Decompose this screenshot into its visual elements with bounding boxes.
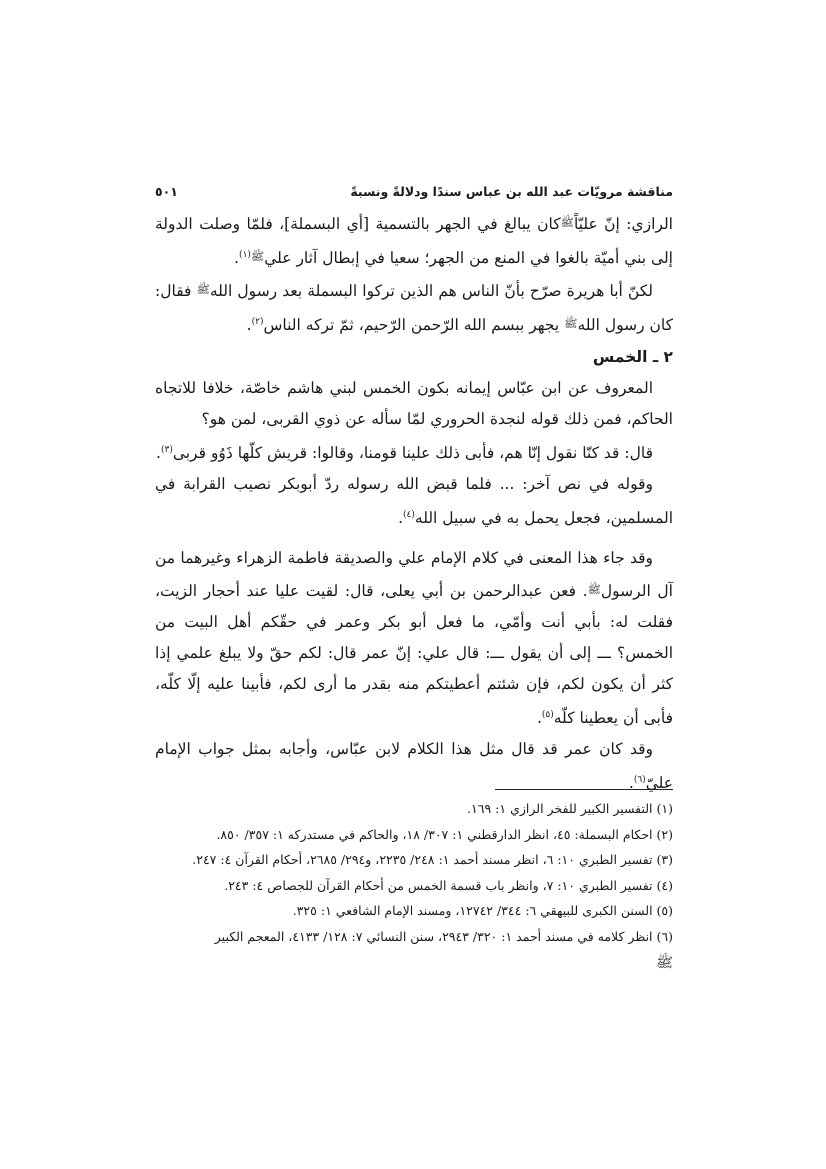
footnote-ref: (٢) [251,317,264,328]
honorific-mark: ﷺ [250,250,265,264]
section-heading: ٢ ـ الخمس [592,348,673,367]
footnotes [155,797,673,978]
footnote: (٥) السنن الكبرى للبيهقي ٦: ٣٤٤/ ١٢٧٤٢، ومسند الإمام الشافعي ١: ٣٢٥. [292,903,673,918]
footnote-ref: (٣) [160,445,173,456]
footnote: (٤) تفسير الطبري ١٠: ٧، وانظر باب قسمة الخمس من أحكام القرآن للجصاص ٤: ٢٤٣. [224,877,673,893]
honorific-mark: ﷺ [196,283,210,297]
footnote-divider [495,789,673,790]
footnote-continuation-mark [155,950,673,975]
paragraph: وقد جاء هذا المعنى في كلام الإمام علي والصديقة فاطمة الزهراء وغيرهما من آل الرسولﷺ. فعن عبدالرحمن بن أبي يعلى، قال: لقيت عليا عند أحجار الزيت، فقلت له: بأبي أنت وأمّي، ما فعل أبو بكر وعمر في حقّكم أهل البيت من الخمس؟ ـــ إلى أن يقول ـــ: قال علي: إنّ عمر قال: لكم حقّ ولا يبلغ علمي إذا كثر أن يكون لكم، فإن شئتم أعطيتكم منه بقدر ما أرى لكم، فأبينا عليه إلّا كلّه، فأبى أن يعطينا كلّه$^{(٥)}$. [155,548,673,727]
paragraph: لكنّ أبا هريرة صرّح بأنّ الناس هم الذين تركوا البسملة بعد رسول اللهﷺ فقال: كان رسول اللهﷺ يجهر ببسم الله الرّحمن الرّحيم، ثمّ تركه الناس$^{(٢)}$. [155,282,673,335]
paragraph: وقوله في نص آخر: ... فلما قبض الله رسوله ردّ أبوبكر نصيب القرابة في المسلمين، فجعل يحمل به في سبيل الله$^{(٤)}$. [155,475,673,528]
footnote-ref: (١) [239,250,251,260]
honorific-mark: ﷺ [587,582,601,596]
page-number: ٥٠١ [155,184,178,199]
footnote-ref: (٥) [541,709,554,720]
paragraph: الرازي: إنّ عليّاًﷺكان يبالغ في الجهر بالتسمية [أي البسملة]، فلمّا وصلت الدولة إلى بني أميّة بالغوا في المنع من الجهر؛ سعيا في إبطال آثار عليﷺ$^{(١)}$. [155,215,673,268]
header-title: مناقشة مرويّات عبد الله بن عباس سندًا ودلالةً ونسبةً [350,184,673,199]
footnote: (٣) تفسير الطبري ١٠: ٦، انظر مسند أحمد ١: ٢٤٨/ ٢٢٣٥، و٢٩٤/ ٢٦٨٥، أحكام القرآن ٤: ٢٤٧. [192,852,673,867]
running-header [155,184,673,199]
footnote: (٢) احكام البسملة: ٤٥، انظر الدارقطني ١: ٣٠٧/ ١٨، والحاكم في مستدركه ١: ٣٥٧/ ٨٥٠. [216,826,673,842]
footnote: (٦) انظر كلامه في مسند أحمد ١: ٣٢٠/ ٢٩٤٣، سنن النسائي ٧: ١٢٨/ ٤١٣٣، المعجم الكبير [214,928,673,944]
honorific-mark: ﷺ [564,317,578,331]
main-text [155,207,673,799]
footnote: (١) التفسير الكبير للفخر الرازي ١: ١٦٩. [467,801,673,816]
footnote-ref: (٦) [633,774,646,785]
paragraph: المعروف عن ابن عبّاس إيمانه بكون الخمس لبني هاشم خاصّة، خلافا للاتجاه الحاكم، فمن ذلك قوله لنجدة الحروري لمّا سأله عن ذوي القربى، لمن هو؟ [155,379,673,429]
honorific-mark: ﷺ [656,955,673,971]
paragraph: قال: قد كنّا نقول إنّا هم، فأبى ذلك علينا قومنا، وقالوا: قريش كلّها ذَوُو قربى$^{(٣)}$. [156,444,653,463]
paragraph: وقد كان عمر قد قال مثل هذا الكلام لابن عبّاس، وأجابه بمثل جواب الإمام عليّ$^{(٦)}$. [155,739,673,792]
footnote-ref: (٤) [403,510,415,521]
honorific-mark: ﷺ [560,216,574,229]
